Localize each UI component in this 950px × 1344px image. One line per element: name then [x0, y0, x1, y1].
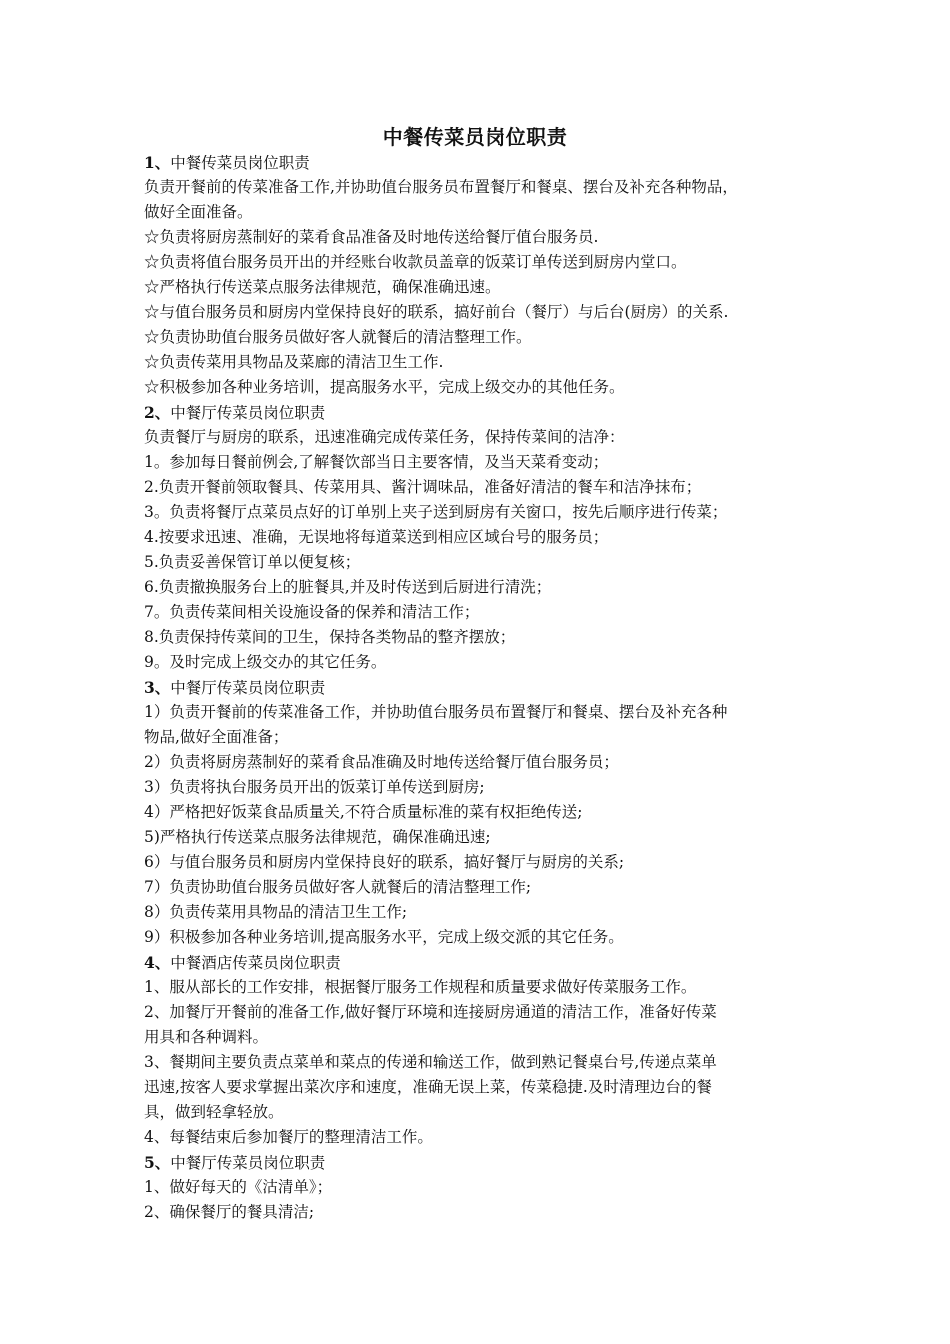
section-number: 1、 — [144, 153, 171, 172]
body-line: 4、每餐结束后参加餐厅的整理清洁工作。 — [144, 1128, 433, 1146]
section-number: 2、 — [144, 403, 171, 422]
body-line: 6.负责撤换服务台上的脏餐具,并及时传送到后厨进行清洗； — [144, 578, 552, 596]
body-line: 2、加餐厅开餐前的准备工作,做好餐厅环境和连接厨房通道的清洁工作，准备好传菜 — [144, 1003, 717, 1021]
body-line: 9）积极参加各种业务培训,提高服务水平，完成上级交派的其它任务。 — [144, 928, 624, 946]
body-line: 7）负责协助值台服务员做好客人就餐后的清洁整理工作; — [144, 878, 532, 896]
body-line: 8）负责传菜用具物品的清洁卫生工作; — [144, 903, 408, 921]
body-line: ☆负责将值台服务员开出的并经账台收款员盖章的饭菜订单传送到厨房内堂口。 — [144, 253, 687, 271]
body-line: 1。参加每日餐前例会,了解餐饮部当日主要客情，及当天菜肴变动； — [144, 453, 609, 471]
section-heading-text: 中餐厅传菜员岗位职责 — [170, 1154, 326, 1172]
section-number: 4、 — [144, 953, 171, 972]
section-heading — [144, 1150, 814, 1175]
body-line: 2.负责开餐前领取餐具、传菜用具、酱汁调味品，准备好清洁的餐车和洁净抹布； — [144, 478, 702, 496]
body-line: ☆与值台服务员和厨房内堂保持良好的联系，搞好前台（餐厅）与后台(厨房）的关系. — [144, 303, 729, 321]
body-line: 1）负责开餐前的传菜准备工作，并协助值台服务员布置餐厅和餐桌、摆台及补充各种 — [144, 703, 728, 721]
body-line: 8.负责保持传菜间的卫生，保持各类物品的整齐摆放； — [144, 628, 516, 646]
body-line: 做好全面准备。 — [144, 203, 253, 221]
body-line: 1、做好每天的《沽清单》； — [144, 1178, 333, 1196]
body-line: 2、确保餐厅的餐具清洁; — [144, 1203, 315, 1221]
body-line: 具，做到轻拿轻放。 — [144, 1103, 284, 1121]
section-heading-text: 中餐厅传菜员岗位职责 — [170, 404, 326, 422]
body-line: 迅速,按客人要求掌握出菜次序和速度，准确无误上菜，传菜稳捷.及时清理边台的餐 — [144, 1078, 712, 1096]
document-title: 中餐传菜员岗位职责 — [382, 125, 568, 149]
body-line: ☆积极参加各种业务培训，提高服务水平，完成上级交办的其他任务。 — [144, 378, 625, 396]
document-body — [144, 150, 814, 1225]
body-line: 1、服从部长的工作安排，根据餐厅服务工作规程和质量要求做好传菜服务工作。 — [144, 978, 697, 996]
section-heading — [144, 950, 814, 975]
section-heading-text: 中餐传菜员岗位职责 — [170, 154, 310, 172]
section-heading-text: 中餐酒店传菜员岗位职责 — [170, 954, 341, 972]
body-line: 3。负责将餐厅点菜员点好的订单别上夹子送到厨房有关窗口，按先后顺序进行传菜； — [144, 503, 728, 521]
section-heading — [144, 675, 814, 700]
body-line: 5)严格执行传送菜点服务法律规范，确保准确迅速; — [144, 828, 491, 846]
section-number: 5、 — [144, 1153, 171, 1172]
body-line: 6）与值台服务员和厨房内堂保持良好的联系，搞好餐厅与厨房的关系; — [144, 853, 625, 871]
section-heading — [144, 150, 814, 175]
section-number: 3、 — [144, 678, 171, 697]
body-line: 5.负责妥善保管订单以便复核； — [144, 553, 361, 571]
body-line: 3、餐期间主要负责点菜单和菜点的传递和输送工作，做到熟记餐桌台号,传递点菜单 — [144, 1053, 717, 1071]
body-line: 9。及时完成上级交办的其它任务。 — [144, 653, 387, 671]
body-line: 用具和各种调料。 — [144, 1028, 269, 1046]
body-line: 7。负责传菜间相关设施设备的保养和清洁工作； — [144, 603, 480, 621]
body-line: ☆负责将厨房蒸制好的菜肴食品准备及时地传送给餐厅值台服务员. — [144, 228, 599, 246]
body-line: 负责餐厅与厨房的联系，迅速准确完成传菜任务，保持传菜间的洁净： — [144, 428, 625, 446]
body-line: ☆严格执行传送菜点服务法律规范，确保准确迅速。 — [144, 278, 501, 296]
body-line: ☆负责传菜用具物品及菜廊的清洁卫生工作. — [144, 353, 444, 371]
body-line: 物品,做好全面准备； — [144, 728, 289, 746]
body-line: 2）负责将厨房蒸制好的菜肴食品准确及时地传送给餐厅值台服务员； — [144, 753, 619, 771]
body-line: 3）负责将执台服务员开出的饭菜订单传送到厨房; — [144, 778, 485, 796]
section-heading-text: 中餐厅传菜员岗位职责 — [170, 679, 326, 697]
body-line: 4）严格把好饭菜食品质量关,不符合质量标准的菜有权拒绝传送; — [144, 803, 583, 821]
body-line: 4.按要求迅速、准确，无误地将每道菜送到相应区域台号的服务员； — [144, 528, 609, 546]
body-line: 负责开餐前的传菜准备工作,并协助值台服务员布置餐厅和餐桌、摆台及补充各种物品， — [144, 178, 738, 196]
body-line: ☆负责协助值台服务员做好客人就餐后的清洁整理工作。 — [144, 328, 532, 346]
section-heading — [144, 400, 814, 425]
